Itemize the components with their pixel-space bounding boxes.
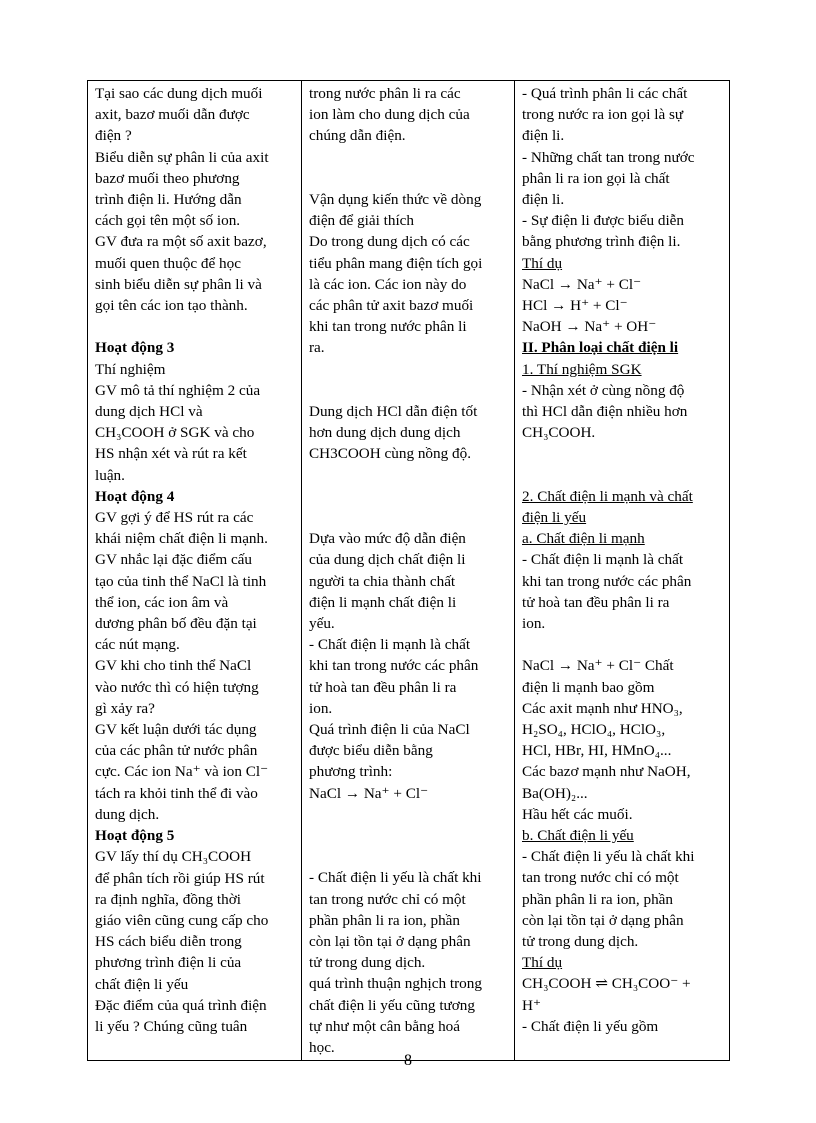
text-line: trong nước phân li ra các xyxy=(309,85,461,102)
text-line: tử hoà tan đều phân li ra xyxy=(309,678,457,696)
text-line: Các axit mạnh như HNO₃, xyxy=(522,699,683,717)
text-line: hơn dung dịch dung dịch xyxy=(309,424,461,442)
text-line: bazơ muối theo phương xyxy=(95,169,240,187)
text-line: tan trong nước chỉ có một xyxy=(309,890,466,908)
text-line: phương trình: xyxy=(309,763,393,781)
text-line xyxy=(522,465,723,486)
text-line: b. Chất điện li yếu xyxy=(522,827,634,845)
text-line: Tại sao các dung dịch muối xyxy=(95,85,263,102)
text-line: - Chất điện li yếu gồm xyxy=(522,1017,659,1035)
text-line: ion làm cho dung dịch của xyxy=(309,106,470,124)
text-line xyxy=(309,147,508,168)
text-line: khi tan trong nước phân li xyxy=(309,318,467,336)
text-line: luận. xyxy=(95,466,125,484)
text-line: - Sự điện li được biểu diễn xyxy=(522,212,684,230)
text-line: ion. xyxy=(309,699,333,717)
text-line: II. Phân loại chất điện li xyxy=(522,339,679,357)
text-line: Thí dụ xyxy=(522,954,563,972)
content-column xyxy=(515,81,730,1061)
text-line: ra định nghĩa, đồng thời xyxy=(95,890,241,908)
text-line: NaOH → Na⁺ + OH⁻ xyxy=(522,318,657,336)
text-line: gọi tên các ion tạo thành. xyxy=(95,297,248,315)
text-line xyxy=(309,380,508,401)
text-line: 2. Chất điện li mạnh và chất xyxy=(522,487,693,505)
text-line: trong nước ra ion gọi là sự xyxy=(522,106,684,124)
text-line: chúng dẫn điện. xyxy=(309,127,406,145)
text-line: vào nước thì có hiện tượng xyxy=(95,678,259,696)
text-line: Dung dịch HCl dẫn điện tốt xyxy=(309,402,478,420)
text-line: a. Chất điện li mạnh xyxy=(522,530,645,548)
text-line: điện li. xyxy=(522,127,565,145)
table-row xyxy=(88,81,730,1061)
page-number: 8 xyxy=(404,1052,412,1069)
text-line: yếu. xyxy=(309,614,335,632)
text-line: Do trong dung dịch có các xyxy=(309,233,470,251)
text-line: NaCl → Na⁺ + Cl⁻ Chất xyxy=(522,657,674,675)
text-line: GV lấy thí dụ CH₃COOH xyxy=(95,848,252,866)
text-line: tự như một cân bằng hoá xyxy=(309,1017,461,1035)
text-line: còn lại tồn tại ở dạng phân xyxy=(522,911,684,929)
text-line: - Chất điện li mạnh là chất xyxy=(309,636,471,654)
text-line: chất điện li yếu xyxy=(95,975,189,993)
text-line: GV kết luận dưới tác dụng xyxy=(95,721,257,739)
text-line: điện li mạnh chất điện li xyxy=(309,593,457,611)
text-line: - Nhận xét ở cùng nồng độ xyxy=(522,381,685,399)
text-line: dương phân bố đều đặn tại xyxy=(95,615,257,633)
text-line: Thí nghiệm xyxy=(95,360,166,378)
text-line: H₂SO₄, HClO₄, HClO₃, xyxy=(522,721,666,739)
text-line: điện li mạnh bao gồm xyxy=(522,678,655,696)
text-line xyxy=(309,486,508,507)
text-line: là các ion. Các ion này do xyxy=(309,275,467,293)
text-line: li yếu ? Chúng cũng tuân xyxy=(95,1017,248,1035)
text-line xyxy=(95,316,295,337)
text-line: dung dịch HCl và xyxy=(95,403,203,421)
text-line: Các bazơ mạnh như NaOH, xyxy=(522,763,691,781)
text-line xyxy=(309,359,508,380)
text-line: Dựa vào mức độ dẫn điện xyxy=(309,530,466,548)
text-line: ion. xyxy=(522,615,546,633)
text-line: chất điện li yếu cũng tương xyxy=(309,996,475,1014)
student-activity-column xyxy=(302,81,515,1061)
text-line: phần phân li ra ion, phần xyxy=(522,890,673,908)
text-line: tan trong nước chỉ có một xyxy=(522,869,679,887)
text-line: GV khi cho tinh thể NaCl xyxy=(95,657,252,675)
text-line: Ba(OH)₂... xyxy=(522,784,588,802)
text-line: CH₃COOH. xyxy=(522,424,596,442)
text-line: tử hoà tan đều phân li ra xyxy=(522,593,670,611)
text-line xyxy=(522,443,723,464)
teacher-activity-column xyxy=(88,81,302,1061)
text-line: khái niệm chất điện li mạnh. xyxy=(95,530,268,548)
text-line: sinh biểu diễn sự phân li và xyxy=(95,275,262,293)
text-line: khi tan trong nước các phân xyxy=(522,572,692,590)
text-line: - Chất điện li mạnh là chất xyxy=(522,551,684,569)
text-line: học. xyxy=(309,1038,335,1056)
text-line: bằng phương trình điện li. xyxy=(522,233,681,251)
text-line: GV mô tả thí nghiệm 2 của xyxy=(95,381,261,399)
text-line: GV nhắc lại đặc điểm cấu xyxy=(95,551,253,569)
text-line: thể ion, các ion âm và xyxy=(95,593,229,611)
text-line: các phân tử axit bazơ muối xyxy=(309,297,474,314)
text-line: cách gọi tên một số ion. xyxy=(95,212,241,230)
text-line: điện ? xyxy=(95,127,132,145)
text-line xyxy=(309,846,508,867)
text-line: phân li ra ion gọi là chất xyxy=(522,169,670,187)
text-line: tử trong dung dịch. xyxy=(522,933,639,951)
text-line xyxy=(309,804,508,825)
text-line xyxy=(309,168,508,189)
text-line: Thí dụ xyxy=(522,254,563,272)
text-line: GV gợi ý để HS rút ra các xyxy=(95,509,254,527)
text-line: muối quen thuộc để học xyxy=(95,254,241,272)
text-line: tạo của tinh thể NaCl là tinh xyxy=(95,572,267,590)
text-line: H⁺ xyxy=(522,996,541,1014)
text-line: điện li. xyxy=(522,191,565,209)
text-line: khi tan trong nước các phân xyxy=(309,657,479,675)
text-line: HS cách biểu diễn trong xyxy=(95,933,242,951)
text-line xyxy=(309,507,508,528)
text-line: HCl → H⁺ + Cl⁻ xyxy=(522,297,628,315)
text-line: phần phân li ra ion, phần xyxy=(309,911,460,929)
text-line: của các phân tử nước phân xyxy=(95,742,258,760)
text-line: giáo viên cũng cung cấp cho xyxy=(95,911,269,929)
text-line: dung dịch. xyxy=(95,805,160,823)
text-line: Đặc điểm của quá trình điện xyxy=(95,996,267,1014)
text-line: axit, bazơ muối dẫn được xyxy=(95,106,250,124)
text-line: CH₃COOH ở SGK và cho xyxy=(95,424,255,442)
text-line: Biểu diễn sự phân li của axit xyxy=(95,148,269,166)
text-line: Vận dụng kiến thức về dòng xyxy=(309,190,482,208)
text-line: HS nhận xét và rút ra kết xyxy=(95,445,247,463)
text-line: phương trình điện li của xyxy=(95,954,242,972)
document-page xyxy=(87,80,729,1061)
text-line: điện li yếu xyxy=(522,509,587,527)
text-line: NaCl → Na⁺ + Cl⁻ xyxy=(309,784,429,802)
text-line: Hoạt động 5 xyxy=(95,827,175,845)
text-line: gì xảy ra? xyxy=(95,699,155,717)
text-line: - Quá trình phân li các chất xyxy=(522,85,688,102)
text-line: ra. xyxy=(309,339,325,357)
text-line xyxy=(522,634,723,655)
text-line: Hoạt động 4 xyxy=(95,487,175,505)
text-line: Quá trình điện li của NaCl xyxy=(309,720,470,738)
lesson-table xyxy=(87,80,730,1061)
text-line: thì HCl dẫn điện nhiều hơn xyxy=(522,403,688,421)
text-line: Hoạt động 3 xyxy=(95,339,175,357)
text-line: - Chất điện li yếu là chất khi xyxy=(309,869,482,887)
text-line: cực. Các ion Na⁺ và ion Cl⁻ xyxy=(95,763,269,781)
text-line: NaCl → Na⁺ + Cl⁻ xyxy=(522,275,642,293)
text-line: - Những chất tan trong nước xyxy=(522,148,695,166)
text-line: còn lại tồn tại ở dạng phân xyxy=(309,932,471,950)
text-line: CH₃COOH ⇌ CH₃COO⁻ + xyxy=(522,975,691,993)
text-line: các nút mạng. xyxy=(95,636,180,654)
text-line xyxy=(309,825,508,846)
text-line: để phân tích rồi giúp HS rút xyxy=(95,869,265,887)
text-line: của dung dịch chất điện li xyxy=(309,551,466,569)
text-line: tiểu phân mang điện tích gọi xyxy=(309,254,483,272)
text-line: HCl, HBr, HI, HMnO₄... xyxy=(522,742,672,760)
text-line: tử trong dung dịch. xyxy=(309,954,426,972)
text-line xyxy=(309,465,508,486)
text-line: - Chất điện li yếu là chất khi xyxy=(522,848,695,866)
text-line: tách ra khỏi tinh thể đi vào xyxy=(95,784,258,802)
text-line: GV đưa ra một số axit bazơ, xyxy=(95,233,267,251)
text-line: điện để giải thích xyxy=(309,212,415,230)
text-line: được biểu diễn bằng xyxy=(309,742,433,760)
text-line: CH3COOH cùng nồng độ. xyxy=(309,445,471,463)
text-line: trình điện li. Hướng dẫn xyxy=(95,191,242,209)
text-line: Hầu hết các muối. xyxy=(522,805,633,823)
text-line: 1. Thí nghiệm SGK xyxy=(522,360,642,378)
text-line: quá trình thuận nghịch trong xyxy=(309,975,482,993)
text-line: người ta chia thành chất xyxy=(309,572,456,590)
